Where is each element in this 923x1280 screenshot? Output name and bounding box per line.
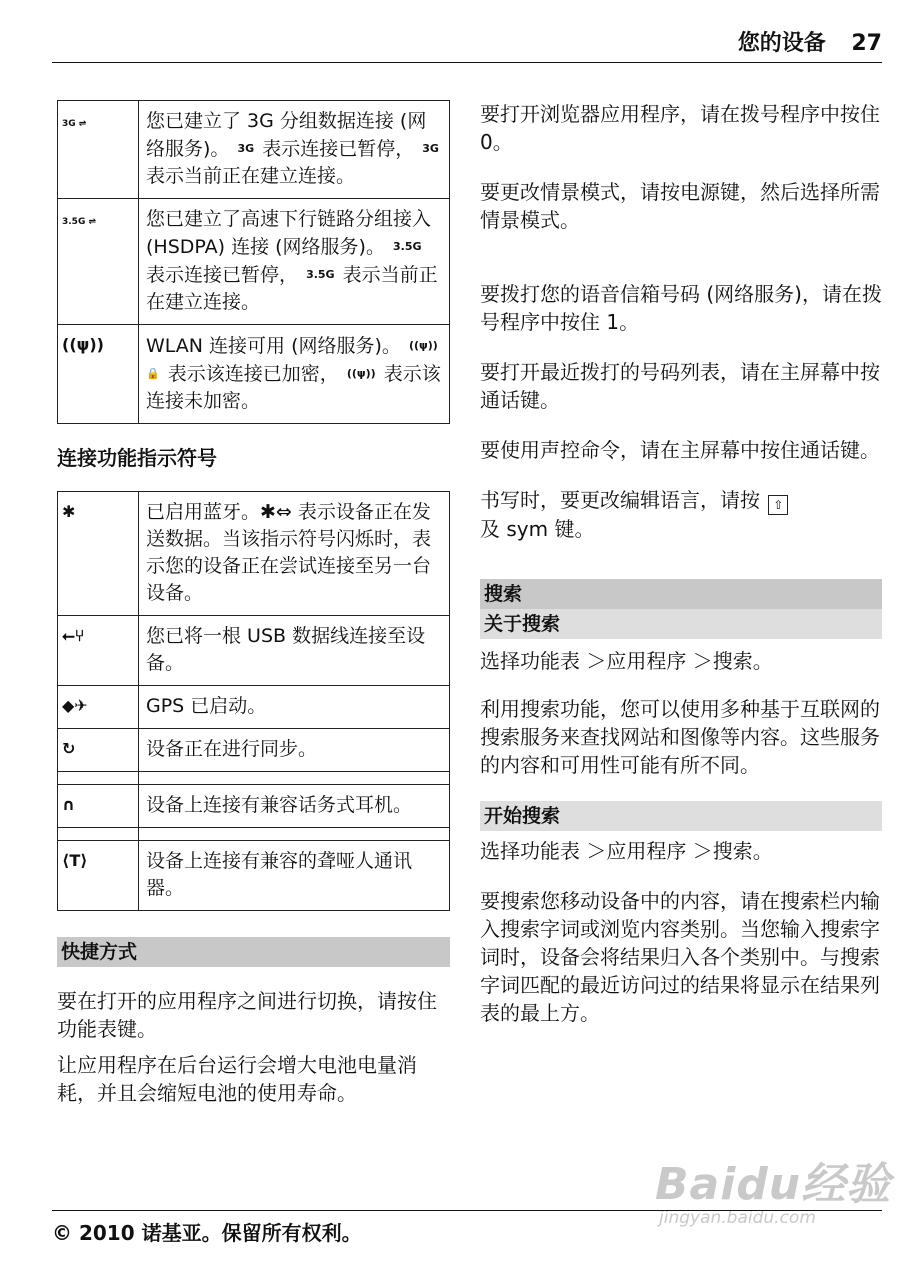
shortcut-paragraph: 要打开最近拨打的号码列表，请在主屏幕中按通话键。 — [480, 360, 880, 412]
hsdpa-packet-data-icon: 3.5G ⇌ — [62, 217, 97, 227]
paragraph-text: 及 sym 键。 — [480, 517, 595, 541]
table-row — [58, 686, 450, 729]
tty-icon: ⟨T⟩ — [62, 851, 88, 870]
shortcuts-paragraph: 让应用程序在后台运行会增大电池电量消耗，并且会缩短电池的使用寿命。 — [57, 1053, 417, 1105]
about-search-heading: 关于搜索 — [480, 609, 882, 639]
shortcut-paragraph: 要拨打您的语音信箱号码 (网络服务)，请在拨号程序中按住 1。 — [480, 282, 882, 334]
shortcut-paragraph — [480, 486, 882, 543]
row-text: 您已建立了高速下行链路分组接入 (HSDPA) 连接 (网络服务)。 — [146, 208, 432, 258]
row-text: 设备上连接有兼容的聋哑人通讯器。 — [139, 841, 450, 911]
row-text: 表示连接已暂停， — [146, 264, 299, 286]
table-row — [58, 325, 450, 424]
shortcuts-heading: 快捷方式 — [57, 937, 450, 967]
sync-icon: ↻ — [62, 739, 76, 758]
connectivity-heading: 连接功能指示符号 — [57, 446, 217, 470]
header-title: 您的设备 — [737, 31, 826, 56]
search-paragraph: 要搜索您移动设备中的内容，请在搜索栏内输入搜索字词或浏览内容类别。当您输入搜索字词时，设备会将结果归入各个类别中。与搜索字词匹配的最近访问过的结果将显示在结果列表的最上方。 — [480, 889, 880, 1025]
page-number: 27 — [851, 31, 882, 56]
watermark-logo: Baidu经验 — [655, 1159, 892, 1210]
usb-icon: ⭠⑂ — [62, 626, 85, 645]
paragraph-text: 书写时，要更改编辑语言，请按 — [480, 488, 760, 512]
row-text: 您已将一根 USB 数据线连接至设备。 — [139, 616, 450, 686]
table-row — [58, 199, 450, 325]
row-text: 表示当前正在建立连接。 — [146, 264, 438, 313]
gps-icon: ◆✈ — [62, 696, 88, 715]
3g-packet-data-icon: 3G ⇌ — [62, 119, 87, 129]
search-paragraph: 选择功能表 ＞应用程序 ＞搜索。 — [480, 839, 773, 863]
search-heading: 搜索 — [480, 579, 882, 609]
connectivity-indicator-table — [57, 491, 450, 911]
right-column — [480, 100, 882, 1027]
shortcut-paragraph: 要打开浏览器应用程序，请在拨号程序中按住 0。 — [480, 102, 880, 154]
row-text: 设备正在进行同步。 — [139, 729, 450, 772]
page-footer: © 2010 诺基亚。保留所有权利。 — [52, 1210, 882, 1246]
shift-key-icon: ⇧ — [768, 495, 788, 515]
table-row — [58, 729, 450, 772]
row-text: 表示该连接未加密。 — [146, 363, 441, 412]
page-header — [52, 26, 882, 63]
row-text: 表示该连接已加密， — [167, 363, 339, 385]
wlan-icon: ((ψ)) — [62, 335, 104, 354]
search-paragraph: 选择功能表 ＞应用程序 ＞搜索。 — [480, 649, 773, 673]
row-text: WLAN 连接可用 (网络服务)。 — [146, 335, 401, 357]
row-text: 您已建立了 3G 分组数据连接 (网络服务)。 — [146, 110, 427, 160]
row-text: 表示连接已暂停， — [262, 138, 415, 160]
bluetooth-icon: ✱ — [62, 502, 76, 521]
table-row — [58, 101, 450, 199]
start-search-heading: 开始搜索 — [480, 801, 882, 831]
shortcut-paragraph: 要使用声控命令，请在主屏幕中按住通话键。 — [480, 438, 880, 462]
row-text: GPS 已启动。 — [139, 686, 450, 729]
hsdpa-suspended-icon: 3.5G — [393, 240, 422, 253]
shortcut-paragraph: 要更改情景模式，请按电源键，然后选择所需情景模式。 — [480, 180, 880, 232]
search-paragraph: 利用搜索功能，您可以使用多种基于互联网的搜索服务来查找网站和图像等内容。这些服务的内容和可用性可能有所不同。 — [480, 697, 880, 777]
wlan-encrypted-icon: ((ψ))🔒 — [146, 339, 438, 380]
row-text: 已启用蓝牙。✱⇔ 表示设备正在发送数据。当该指示符号闪烁时，表示您的设备正在尝试连接至另一台设备。 — [139, 492, 450, 616]
wlan-unencrypted-icon: ((ψ)) — [346, 367, 376, 380]
table-spacer-row — [58, 772, 450, 785]
3g-connecting-icon: 3G — [422, 142, 439, 155]
table-row — [58, 616, 450, 686]
shortcuts-paragraph: 要在打开的应用程序之间进行切换，请按住功能表键。 — [57, 989, 437, 1041]
left-column — [57, 100, 450, 1107]
3g-suspended-icon: 3G — [237, 142, 255, 155]
watermark-url: jingyan.baidu.com — [659, 1208, 816, 1228]
table-row — [58, 785, 450, 828]
table-row — [58, 841, 450, 911]
table-row — [58, 492, 450, 616]
row-text: 表示当前正在建立连接。 — [146, 165, 356, 187]
headset-icon: ∩ — [62, 795, 75, 814]
hsdpa-connecting-icon: 3.5G — [306, 268, 335, 281]
network-indicator-table — [57, 100, 450, 424]
table-spacer-row — [58, 828, 450, 841]
row-text: 设备上连接有兼容话务式耳机。 — [139, 785, 450, 828]
